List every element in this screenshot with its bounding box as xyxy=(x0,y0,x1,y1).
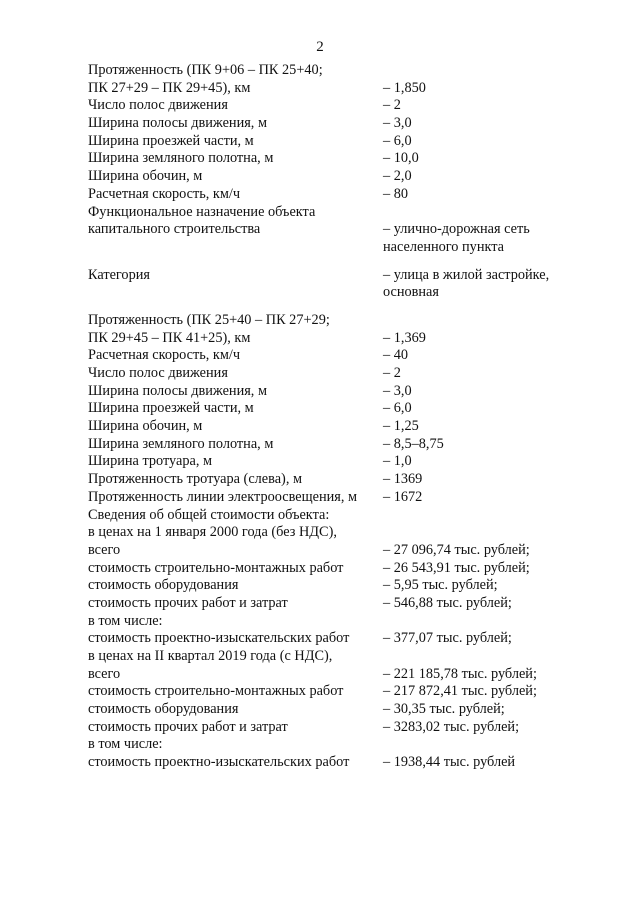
spec-label: Ширина проезжей части, м xyxy=(88,132,254,149)
spec-value: – 1672 xyxy=(383,488,423,505)
spec-row xyxy=(0,204,640,222)
page-number: 2 xyxy=(316,39,324,55)
spec-label: всего xyxy=(88,665,121,682)
spec-value: – 10,0 xyxy=(383,150,419,167)
spec-value: – 1,369 xyxy=(383,329,426,346)
spec-label: в том числе: xyxy=(88,612,163,629)
spec-value: – 6,0 xyxy=(383,132,412,149)
spec-value: – 3,0 xyxy=(383,115,412,132)
spec-label: Протяженность (ПК 9+06 – ПК 25+40; xyxy=(88,62,323,78)
spec-row xyxy=(0,648,640,666)
spec-label: стоимость проектно-изыскательских работ xyxy=(88,754,350,771)
spec-row xyxy=(0,613,640,631)
spec-label: Ширина обочин, м xyxy=(88,168,203,185)
spec-row xyxy=(0,186,640,204)
spec-label: Ширина полосы движения, м xyxy=(88,115,268,132)
spec-row xyxy=(0,80,640,98)
spec-row xyxy=(0,560,640,578)
spec-value: – 3283,02 тыс. рублей; xyxy=(383,718,520,735)
spec-value: – 377,07 тыс. рублей; xyxy=(383,630,512,647)
spec-label: капитального строительства xyxy=(88,221,261,238)
spec-label: стоимость проектно-изыскательских работ xyxy=(88,630,350,647)
spec-row xyxy=(0,284,640,302)
spec-label: стоимость оборудования xyxy=(88,577,239,594)
spec-value: – 2 xyxy=(383,97,401,114)
spec-value: – 6,0 xyxy=(383,400,412,417)
spec-label: Расчетная скорость, км/ч xyxy=(88,185,241,202)
spec-label: стоимость строительно-монтажных работ xyxy=(88,683,344,700)
spec-row xyxy=(0,683,640,701)
spec-value: – 221 185,78 тыс. рублей; xyxy=(383,665,537,682)
spec-value: – 3,0 xyxy=(383,382,412,399)
spec-row xyxy=(0,115,640,133)
spec-label: Ширина земляного полотна, м xyxy=(88,435,274,452)
spec-row xyxy=(0,168,640,186)
spec-value: – 546,88 тыс. рублей; xyxy=(383,594,512,611)
spec-row xyxy=(0,133,640,151)
spec-row xyxy=(0,754,640,772)
spec-label: стоимость прочих работ и затрат xyxy=(88,594,288,611)
spec-row xyxy=(0,239,640,257)
spec-label: Протяженность тротуара (слева), м xyxy=(88,471,303,488)
spec-row xyxy=(0,666,640,684)
block-gap xyxy=(0,302,640,312)
spec-value: – 30,35 тыс. рублей; xyxy=(383,701,505,718)
spec-value: – 217 872,41 тыс. рублей; xyxy=(383,683,537,700)
spec-row xyxy=(0,595,640,613)
spec-label: Число полос движения xyxy=(88,365,228,381)
spec-row xyxy=(0,489,640,507)
spec-row xyxy=(0,418,640,436)
spec-value: – 2 xyxy=(383,365,401,381)
spec-label: Категория xyxy=(88,266,150,283)
spec-label: стоимость оборудования xyxy=(88,701,239,718)
spec-row xyxy=(0,577,640,595)
spec-value: – 40 xyxy=(383,347,409,364)
spec-value: – улично-дорожная сеть xyxy=(383,221,530,238)
spec-value: основная xyxy=(383,284,439,301)
spec-row xyxy=(0,221,640,239)
spec-label: в том числе: xyxy=(88,736,163,753)
spec-row xyxy=(0,347,640,365)
spec-row xyxy=(0,542,640,560)
specification-list xyxy=(0,62,640,772)
spec-row xyxy=(0,400,640,418)
spec-label: в ценах на II квартал 2019 года (с НДС), xyxy=(88,648,333,664)
spec-label: стоимость строительно-монтажных работ xyxy=(88,559,344,576)
spec-value: – 1,25 xyxy=(383,418,419,435)
spec-value: населенного пункта xyxy=(383,238,504,255)
spec-label: ПК 27+29 – ПК 29+45), км xyxy=(88,79,251,96)
spec-label: в ценах на 1 января 2000 года (без НДС), xyxy=(88,524,337,541)
spec-label: всего xyxy=(88,541,121,558)
spec-row xyxy=(0,97,640,115)
spec-row xyxy=(0,507,640,525)
spec-label: ПК 29+45 – ПК 41+25), км xyxy=(88,329,251,346)
spec-label: Ширина тротуара, м xyxy=(88,453,213,470)
spec-label: Число полос движения xyxy=(88,97,228,114)
spec-label: Ширина земляного полотна, м xyxy=(88,150,274,167)
spec-label: Функциональное назначение объекта xyxy=(88,203,316,220)
spec-value: – 1,0 xyxy=(383,453,412,470)
spec-row xyxy=(0,330,640,348)
spec-row xyxy=(0,471,640,489)
spec-value: – 1938,44 тыс. рублей xyxy=(383,754,516,771)
spec-row xyxy=(0,736,640,754)
spec-value: – 1369 xyxy=(383,471,423,488)
spec-label: Ширина полосы движения, м xyxy=(88,382,268,399)
spec-row xyxy=(0,267,640,285)
spec-row xyxy=(0,436,640,454)
spec-row xyxy=(0,150,640,168)
spec-label: Ширина обочин, м xyxy=(88,418,203,435)
spec-value: – 80 xyxy=(383,185,409,202)
spec-row xyxy=(0,365,640,383)
spec-label: Расчетная скорость, км/ч xyxy=(88,347,241,364)
spec-label: Протяженность (ПК 25+40 – ПК 27+29; xyxy=(88,311,330,328)
spec-value: – 27 096,74 тыс. рублей; xyxy=(383,541,530,558)
spec-label: Ширина проезжей части, м xyxy=(88,400,254,417)
spec-value: – 8,5–8,75 xyxy=(383,435,444,452)
spec-value: – 5,95 тыс. рублей; xyxy=(383,577,498,594)
spec-row xyxy=(0,719,640,737)
spec-value: – улица в жилой застройке, xyxy=(383,266,550,283)
spec-label: Протяженность линии электроосвещения, м xyxy=(88,488,358,505)
spec-row xyxy=(0,62,640,80)
spec-row xyxy=(0,383,640,401)
spec-value: – 2,0 xyxy=(383,168,412,185)
spec-row xyxy=(0,630,640,648)
spec-value: – 1,850 xyxy=(383,79,426,96)
spec-row xyxy=(0,701,640,719)
spec-label: стоимость прочих работ и затрат xyxy=(88,718,288,735)
spec-row xyxy=(0,312,640,330)
spec-label: Сведения об общей стоимости объекта: xyxy=(88,506,330,523)
block-gap xyxy=(0,257,640,267)
spec-value: – 26 543,91 тыс. рублей; xyxy=(383,559,530,576)
spec-row xyxy=(0,524,640,542)
spec-row xyxy=(0,453,640,471)
